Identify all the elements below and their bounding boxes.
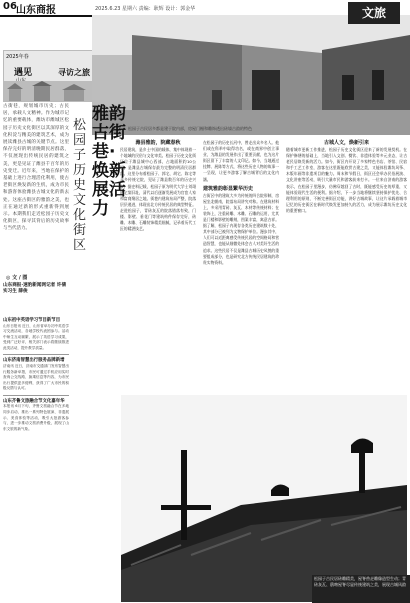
news-brief: [3, 318, 69, 351]
banner-slogan: 寻访之旅: [58, 68, 90, 77]
news-briefs: [3, 318, 69, 602]
news-brief-heading: 山东初中英语学习节目新节目: [3, 318, 61, 323]
author-line: 山东商报·速豹新闻网记者 许倩 实习生 薛俊: [3, 283, 67, 294]
news-brief-body: 山东日报讯 近日，山东省举办初中英语学习交流活动，各地学校代表团参与。活动中师生互动频繁，展示了英语学习成果，受到广泛好评，相关部门表示将继续推进此类活动，提升教学质量。: [3, 323, 69, 350]
section-name: 山东商报: [16, 5, 56, 16]
news-brief-body: 济南讯 近日，济南市交通部门发布智慧出行服务新举措，市民可通过手机应用实时查询公交线路、换乘信息等内容，为市民出行提供更多便利，获得了广大市民的积极反馈与认可。: [3, 363, 69, 391]
divider: [3, 395, 69, 396]
sub-headline: 松园子历史文化街区: [73, 118, 87, 253]
column-banner: [3, 50, 93, 102]
photo-caption: 松园子古民居多都是建于院内部，房屋门楣和雕饰透出砖墙古韵的特色: [128, 126, 252, 131]
intro-text: 古街巷，规划城市历史；古民居，承载人文精神。作为城市记忆的重要载体，潍坊市潍城区松园子历史文化街区以其深厚的文化积淀与精美的建筑艺术，成为展读潍县古城的关键节点。这里保存完好的明清晚期民居群落，不仅展现出传统民居的建筑之美，更是见证了潍县千百年的历史变迁。近年来，当地在保护的基础上进行合理活化利用，使古老街区焕发新的生机，成为市民和游客体验潍县古城文化的新去处。这座古街区的雅韵之美，也正在通过新的形式重新得到展示。本期我们走近松园子历史文化街区，探寻其背后的历史故事与当代活力。: [3, 104, 69, 232]
subheading: 建筑雅韵彰显繁华历史: [203, 185, 254, 192]
news-brief-body: 本报讯 6月下旬，齐鲁文旅融合节在多地同步启动，推出一系列特色展演、非遗展示、美食体验等活动，吸引大批游客参与，进一步推动文旅消费升级，展现了山东文旅的新气象。: [3, 404, 69, 431]
body-column-1: [120, 140, 196, 232]
body-column-2: [203, 140, 279, 266]
news-brief-heading: 山东济南智慧出行服务品牌新增: [3, 358, 65, 364]
rooftop-photo: [121, 395, 407, 602]
body-column-3: [286, 140, 407, 214]
news-brief-heading: 山东齐鲁文旅融合节文化嘉年华: [3, 398, 65, 404]
news-brief: [3, 399, 69, 432]
body-paragraph: 民居建筑，是乡土中国的载体，集中体现着一个地域的民俗与文化审美。松园子历史文化街区位于潍县城中心西部，占地面积约10公顷，是潍县古城保存最为完整的明清民居群落。这里分布着松园子、郭宅、胡宅、陈宅等众多传统宅院，见证了潍县数百年的历史兴衰。据史料记载，松园子原为明代大学士刘珝的宅第旧址，清代以后逐渐发展成为官宦人家和富商聚居之地。街巷内建筑布局严整，院落层层递进，体现出北方传统民居的典型特征。走进松园子，青砖灰瓦的院落错落有致，门楼、影壁、垂花门等建筑构件保存完好，砖雕、木雕、石雕装饰精美细腻，记录着历代工匠的精湛技艺。: [120, 147, 196, 232]
author-credit: ◎ 文 / 图: [6, 275, 28, 281]
banner-buildings-graphic: [4, 81, 92, 101]
street-photo: [92, 15, 410, 135]
banner-title: 遇见: [14, 68, 33, 78]
category-badge: 文旅: [348, 2, 400, 24]
subheading: 古城人文，焕新引来: [323, 140, 369, 146]
body-paragraph: 随着城市更新工作推进，松园子历史文化街区迎来了新的发展契机。在保护修缮的基础上，当地引入文创、餐饮、非遗体验等多元业态，让古老民居焕发新的活力。如今，街区内开设了多家特色书店、茶馆、民宿和手工艺工作室，游客在这里既能欣赏古建之美，又能体验潍坊风筝、木版年画等非遗项目的魅力。周末和节假日，街区还会举办民俗展演、文化讲座等活动，吸引大量市民和游客前来打卡。一位来自济南的游客表示，在松园子里漫步，仿佛穿越回了古时，既能感受历史的厚重，又能体验现代生活的便利。据介绍，下一步当地将继续坚持保护优先、合理利用的原则，不断完善街区功能，讲好古城故事，让这片承载着城市记忆的历史街区在新时代焕发更加持久的活力，成为展示潍坊历史文化的重要窗口。: [286, 147, 407, 213]
issue-meta: 2025.6.23 星期六 责编：耿辉 设计：郭金华: [95, 6, 196, 12]
headline: 雅韵古街巷·焕新展活力: [92, 104, 126, 219]
subheading: 潍县雅韵，院藏春秋: [135, 140, 181, 146]
photo-caption: 松园子古民居砖雕精美，屋脊兽走雕像造型生动；青砖灰瓦、鸱吻屋脊尽显传统建筑之美，展现古城风韵: [312, 575, 410, 603]
banner-year: 2025年春: [6, 54, 29, 60]
body-paragraph: 古街区中的建筑大多为传统的四合院形制，房屋坐北朝南，院落布局讲究对称。在建筑材料上，多采用青砖、灰瓦、木材等传统材料；在装饰上，注重砖雕、木雕、石雕的运用，尤其是门楼和影壁的雕刻，图案丰富，寓意吉祥。据了解，松园子内现存各类历史建筑数十处，其中部分已被列为文物保护单位。漫步其中，人们可以近距离感受传统民居的空间格局和营造智慧，也能从细微处体会古人对美好生活的追求。这些民居不仅是潍县古城历史风貌的重要组成部分，也是研究北方传统民居建筑的珍贵实物资料。: [203, 192, 279, 265]
body-paragraph: 在松园子的历史长河中，曾走出众多名人。他们或在科举中取得功名，或在商界中创立事业，为潍县的发展作出了重要贡献，也为这片街区留下了丰富的人文印记。如今，当地通过挂牌、展陈等方式，将这些历史人物的故事一一呈现，让更多游客了解古城背后的文化内涵。: [203, 140, 279, 182]
page-number: 06: [3, 1, 17, 12]
divider: [3, 354, 69, 355]
news-brief: [3, 358, 69, 391]
